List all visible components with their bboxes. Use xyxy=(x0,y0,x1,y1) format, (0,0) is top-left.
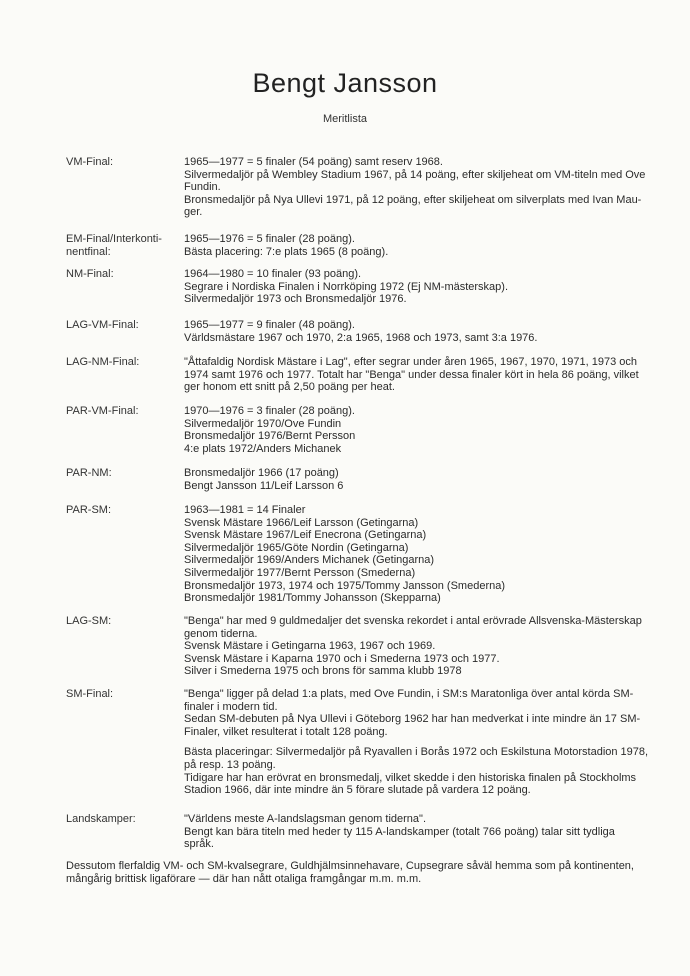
text-line: 4:e plats 1972/Anders Michanek xyxy=(184,442,342,455)
label-line: PAR-SM: xyxy=(66,504,112,516)
text-line: Bronsmedaljör 1976/Bernt Persson xyxy=(184,430,356,443)
section-label xyxy=(66,405,178,418)
text-line: "Benga" ligger på delad 1:a plats, med Ove Fundin, i SM:s Maratonliga över antal körda SM- xyxy=(184,688,634,700)
text-line: Silvermedaljör 1970/Ove Fundin xyxy=(184,417,342,430)
text-line: Fundin. xyxy=(184,181,221,194)
text-line: "Benga" har med 9 guldmedaljer det svenska rekordet i antal erövrade Allsvenska-Mästerskap xyxy=(184,615,642,627)
text-line: Silver i Smederna 1975 och brons för samma klubb 1978 xyxy=(184,665,462,678)
text-line: Segrare i Nordiska Finalen i Norrköping 1972 (Ej NM-mästerskap). xyxy=(184,280,509,293)
text-line: 1965—1977 = 9 finaler (48 poäng). xyxy=(184,319,355,331)
text-line: finaler i modern tid. xyxy=(184,700,278,713)
text-line: Svensk Mästare 1966/Leif Larsson (Getingarna) xyxy=(184,516,419,529)
section-label xyxy=(66,615,178,628)
text-line: Silvermedaljör på Wembley Stadium 1967, på 14 poäng, efter skiljeheat om VM-titeln med Ove xyxy=(184,168,646,181)
text-line: 1963—1981 = 14 Finaler xyxy=(184,504,306,516)
section-content xyxy=(184,268,662,306)
section-label xyxy=(66,156,178,169)
section-label xyxy=(66,813,178,826)
text-line: 1965—1977 = 5 finaler (54 poäng) samt reserv 1968. xyxy=(184,156,443,168)
text-line: 1965—1976 = 5 finaler (28 poäng). xyxy=(184,233,355,245)
text-line: 1970—1976 = 3 finaler (28 poäng). xyxy=(184,405,355,417)
label-line: LAG-NM-Final: xyxy=(66,356,140,368)
label-line: nentfinal: xyxy=(66,245,111,258)
text-line: Bronsmedaljör 1981/Tommy Johansson (Skepparna) xyxy=(184,592,441,605)
section-content xyxy=(184,233,662,258)
section-label xyxy=(66,356,178,369)
text-line: Finaler, vilket resulterat i totalt 128 poäng. xyxy=(184,725,388,738)
label-line: Landskamper: xyxy=(66,813,136,825)
label-line: PAR-NM: xyxy=(66,467,112,479)
label-line: SM-Final: xyxy=(66,688,114,700)
text-line: Bronsmedaljör på Nya Ullevi 1971, på 12 poäng, efter skiljeheat om silverplats med Ivan Mau- xyxy=(184,193,642,206)
page-subtitle: Meritlista xyxy=(322,113,367,125)
text-line: Bengt Jansson 11/Leif Larsson 6 xyxy=(184,479,344,492)
section-label xyxy=(66,233,178,258)
label-line: LAG-VM-Final: xyxy=(66,319,139,331)
text-line: på resp. 13 poäng. xyxy=(184,758,276,771)
section-label xyxy=(66,319,178,332)
section-content xyxy=(184,156,662,219)
section-content xyxy=(184,504,662,605)
text-line: Världsmästare 1967 och 1970, 2:a 1965, 1968 och 1973, samt 3:a 1976. xyxy=(184,331,538,344)
section-label xyxy=(66,688,178,701)
text-line: Silvermedaljör 1973 och Bronsmedaljör 1976. xyxy=(184,293,407,306)
text-line: genom tiderna. xyxy=(184,627,258,640)
label-line: PAR-VM-Final: xyxy=(66,405,139,417)
label-line: LAG-SM: xyxy=(66,615,112,627)
closing-paragraph xyxy=(66,860,666,885)
text-line: 1964—1980 = 10 finaler (93 poäng). xyxy=(184,268,362,280)
text-line: Svensk Mästare i Getingarna 1963, 1967 och 1969. xyxy=(184,640,436,653)
text-line: mångårig brittisk ligaförare — där han nått otaliga framgångar m.m. m.m. xyxy=(66,872,422,885)
text-line: Stadion 1966, där inte mindre än 5 förare slutade på vardera 12 poäng. xyxy=(184,784,531,797)
text-line: Dessutom flerfaldig VM- och SM-kvalsegrare, Guldhjälmsinnehavare, Cupsegrare såväl hemma som på kontinenten, xyxy=(66,860,634,872)
text-line: Tidigare har han erövrat en bronsmedalj, vilket skedde i den historiska finalen på Stockholms xyxy=(184,771,637,784)
text-line: Svensk Mästare i Kaparna 1970 och i Smederna 1973 och 1977. xyxy=(184,652,500,665)
text-line: Bengt kan bära titeln med heder ty 115 A-landskamper (totalt 766 poäng) talar sitt tydliga xyxy=(184,825,615,838)
section-label xyxy=(66,467,178,480)
text-line: Sedan SM-debuten på Nya Ullevi i Göteborg 1962 har han medverkat i inte mindre än 17 SM- xyxy=(184,713,641,726)
text-line: Bästa placering: 7:e plats 1965 (8 poäng). xyxy=(184,245,389,258)
text-line: Bronsmedaljör 1973, 1974 och 1975/Tommy Jansson (Smederna) xyxy=(184,579,506,592)
text-line: Bronsmedaljör 1966 (17 poäng) xyxy=(184,467,339,479)
text-line: språk. xyxy=(184,838,214,851)
text-line: ger honom ett snitt på 2,50 poäng per heat. xyxy=(184,381,395,394)
section-label xyxy=(66,504,178,517)
label-line: NM-Final: xyxy=(66,268,114,280)
section-content xyxy=(184,688,662,797)
text-line: Silvermedaljör 1969/Anders Michanek (Getingarna) xyxy=(184,554,435,567)
text-line: "Världens meste A-landslagsman genom tiderna". xyxy=(184,813,426,825)
label-line: EM-Final/Interkonti- xyxy=(66,233,162,245)
text-line: Svensk Mästare 1967/Leif Enecrona (Getingarna) xyxy=(184,529,427,542)
label-line: VM-Final: xyxy=(66,156,114,168)
section-content xyxy=(184,405,662,455)
page-title: Bengt Jansson xyxy=(252,68,438,98)
text-line: ger. xyxy=(184,206,203,219)
text-line: 1974 samt 1976 och 1977. Totalt har "Benga" under dessa finaler kört in hela 86 poäng, vilket xyxy=(184,368,639,381)
section-content xyxy=(184,356,662,394)
text-line: Bästa placeringar: Silvermedaljör på Ryavallen i Borås 1972 och Eskilstuna Motorstadion 1978, xyxy=(184,746,649,759)
text-line: "Åttafaldig Nordisk Mästare i Lag", efter segrar under åren 1965, 1967, 1970, 1971, 1973 och xyxy=(184,356,637,368)
section-content xyxy=(184,467,662,492)
text-line: Silvermedaljör 1977/Bernt Persson (Smederna) xyxy=(184,566,416,579)
text-line: Silvermedaljör 1965/Göte Nordin (Getingarna) xyxy=(184,541,409,554)
paragraph-gap xyxy=(184,738,662,746)
section-content xyxy=(184,319,662,344)
section-content xyxy=(184,615,662,678)
section-label xyxy=(66,268,178,281)
section-content xyxy=(184,813,662,851)
